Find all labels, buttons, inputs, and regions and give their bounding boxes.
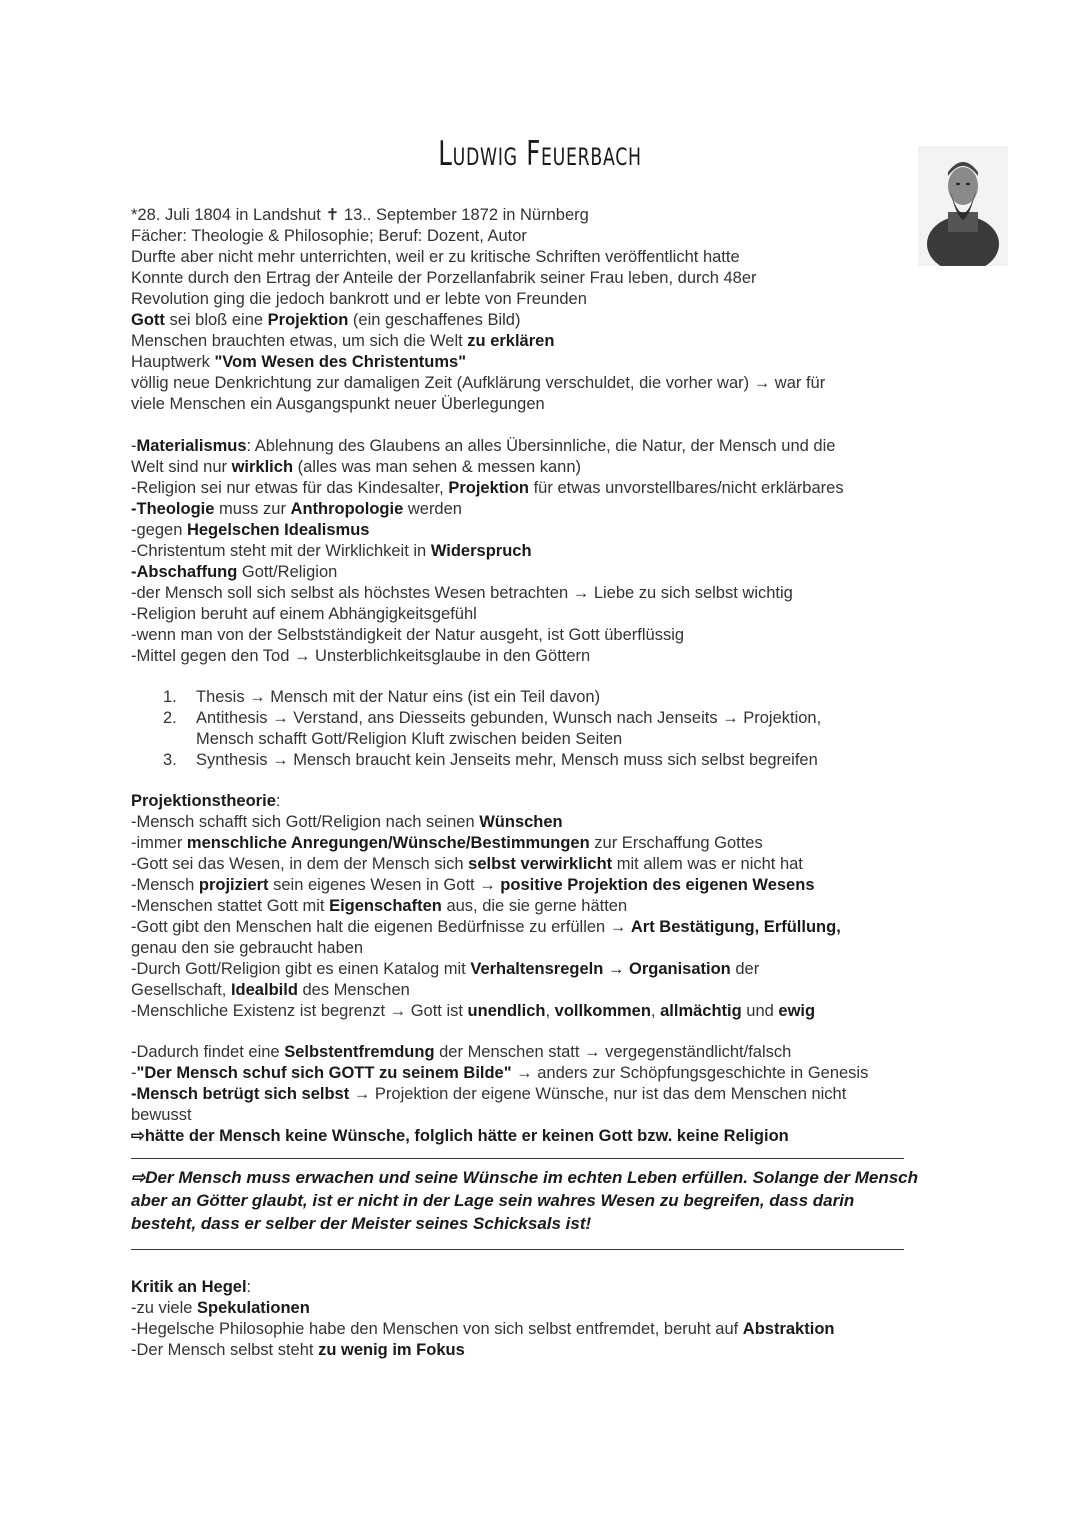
section-heading: Kritik an Hegel: <box>131 1278 252 1296</box>
list-item: Antithesis → Verstand, ans Diesseits gebunden, Wunsch nach Jenseits → Projektion, <box>196 709 822 727</box>
list-item: Synthesis → Mensch braucht kein Jenseits mehr, Mensch muss sich selbst begreifen <box>196 751 818 769</box>
feuerbach-portrait <box>918 146 1008 266</box>
critique-line: -Der Mensch selbst steht zu wenig im Fokus <box>131 1341 465 1359</box>
deception-line: -Mensch betrügt sich selbst → Projektion der eigene Wünsche, nur ist das dem Menschen nicht <box>131 1085 847 1103</box>
list-number: 1. <box>163 688 177 706</box>
critique-line: -Hegelsche Philosophie habe den Menschen von sich selbst entfremdet, beruht auf Abstraktion <box>131 1320 835 1338</box>
conclusion-line: ⇨Der Mensch muss erwachen und seine Wünsche im echten Leben erfüllen. Solange der Mensch <box>131 1168 918 1187</box>
theory-line: -Gott gibt den Menschen halt die eigenen Bedürfnisse zu erfüllen → Art Bestätigung, Erfüllung, <box>131 918 841 936</box>
list-item: Mensch schafft Gott/Religion Kluft zwischen beiden Seiten <box>196 730 623 748</box>
divider <box>131 1249 904 1250</box>
new-direction-line: viele Menschen ein Ausgangspunkt neuer Überlegungen <box>131 395 545 413</box>
christianity-line: -Christentum steht mit der Wirklichkeit in Widerspruch <box>131 542 532 560</box>
theory-line: -Mensch projiziert sein eigenes Wesen in Gott → positive Projektion des eigenen Wesens <box>131 876 815 894</box>
theology-line: -Theologie muss zur Anthropologie werden <box>131 500 462 518</box>
theory-line: -Durch Gott/Religion gibt es einen Katalog mit Verhaltensregeln → Organisation der <box>131 960 760 978</box>
divider <box>131 1158 904 1159</box>
bio-line: Fächer: Theologie & Philosophie; Beruf: Dozent, Autor <box>131 227 527 245</box>
theory-line: -Mensch schafft sich Gott/Religion nach seinen Wünschen <box>131 813 563 831</box>
theory-line: genau den sie gebraucht haben <box>131 939 364 957</box>
page-title: Ludwig Feuerbach <box>438 134 642 174</box>
quote-line: -"Der Mensch schuf sich GOTT zu seinem Bilde" → anders zur Schöpfungsgeschichte in Genesis <box>131 1064 869 1082</box>
critique-line: -zu viele Spekulationen <box>131 1299 310 1317</box>
materialism-line: Welt sind nur wirklich (alles was man sehen & messen kann) <box>131 458 581 476</box>
religion-child-line: -Religion sei nur etwas für das Kindesalter, Projektion für etwas unvorstellbares/nicht erklärbares <box>131 479 844 497</box>
alienation-line: -Dadurch findet eine Selbstentfremdung der Menschen statt → vergegenständlicht/falsch <box>131 1043 792 1061</box>
list-number: 2. <box>163 709 177 727</box>
misc-line: -der Mensch soll sich selbst als höchstes Wesen betrachten → Liebe zu sich selbst wichtig <box>131 584 793 602</box>
need-line: Menschen brauchten etwas, um sich die Welt zu erklären <box>131 332 555 350</box>
misc-line: -wenn man von der Selbstständigkeit der Natur ausgeht, ist Gott überflüssig <box>131 626 685 644</box>
bio-line: Konnte durch den Ertrag der Anteile der Porzellanfabrik seiner Frau leben, durch 48er <box>131 269 757 287</box>
section-heading: Projektionstheorie: <box>131 792 281 810</box>
new-direction-line: völlig neue Denkrichtung zur damaligen Zeit (Aufklärung verschuldet, die vorher war) → war für <box>131 374 826 392</box>
theory-line: -Menschen stattet Gott mit Eigenschaften aus, die sie gerne hätten <box>131 897 628 915</box>
hegel-line: -gegen Hegelschen Idealismus <box>131 521 370 539</box>
wishes-line: ⇨hätte der Mensch keine Wünsche, folglich hätte er keinen Gott bzw. keine Religion <box>131 1127 789 1145</box>
main-work-line: Hauptwerk "Vom Wesen des Christentums" <box>131 353 467 371</box>
materialism-line: -Materialismus: Ablehnung des Glaubens an alles Übersinnliche, die Natur, der Mensch und die <box>131 437 836 455</box>
bio-line: Durfte aber nicht mehr unterrichten, weil er zu kritische Schriften veröffentlicht hatte <box>131 248 740 266</box>
list-item: Thesis → Mensch mit der Natur eins (ist ein Teil davon) <box>196 688 601 706</box>
bio-line: *28. Juli 1804 in Landshut ✝ 13.. September 1872 in Nürnberg <box>131 206 589 224</box>
theory-line: -Gott sei das Wesen, in dem der Mensch sich selbst verwirklicht mit allem was er nicht hat <box>131 855 803 873</box>
misc-line: -Mittel gegen den Tod → Unsterblichkeitsglaube in den Göttern <box>131 647 591 665</box>
abolition-line: -Abschaffung Gott/Religion <box>131 563 338 581</box>
theory-line: -immer menschliche Anregungen/Wünsche/Bestimmungen zur Erschaffung Gottes <box>131 834 763 852</box>
list-number: 3. <box>163 751 177 769</box>
projection-intro: Gott sei bloß eine Projektion (ein geschaffenes Bild) <box>131 311 521 329</box>
deception-line: bewusst <box>131 1106 192 1124</box>
bio-line: Revolution ging die jedoch bankrott und er lebte von Freunden <box>131 290 587 308</box>
theory-line: Gesellschaft, Idealbild des Menschen <box>131 981 410 999</box>
theory-line: -Menschliche Existenz ist begrenzt → Gott ist unendlich, vollkommen, allmächtig und ewig <box>131 1002 816 1020</box>
conclusion-line: aber an Götter glaubt, ist er nicht in der Lage sein wahres Wesen zu begreifen, dass darin <box>131 1191 855 1210</box>
misc-line: -Religion beruht auf einem Abhängigkeitsgefühl <box>131 605 477 623</box>
conclusion-line: besteht, dass er selber der Meister seines Schicksals ist! <box>131 1214 592 1233</box>
